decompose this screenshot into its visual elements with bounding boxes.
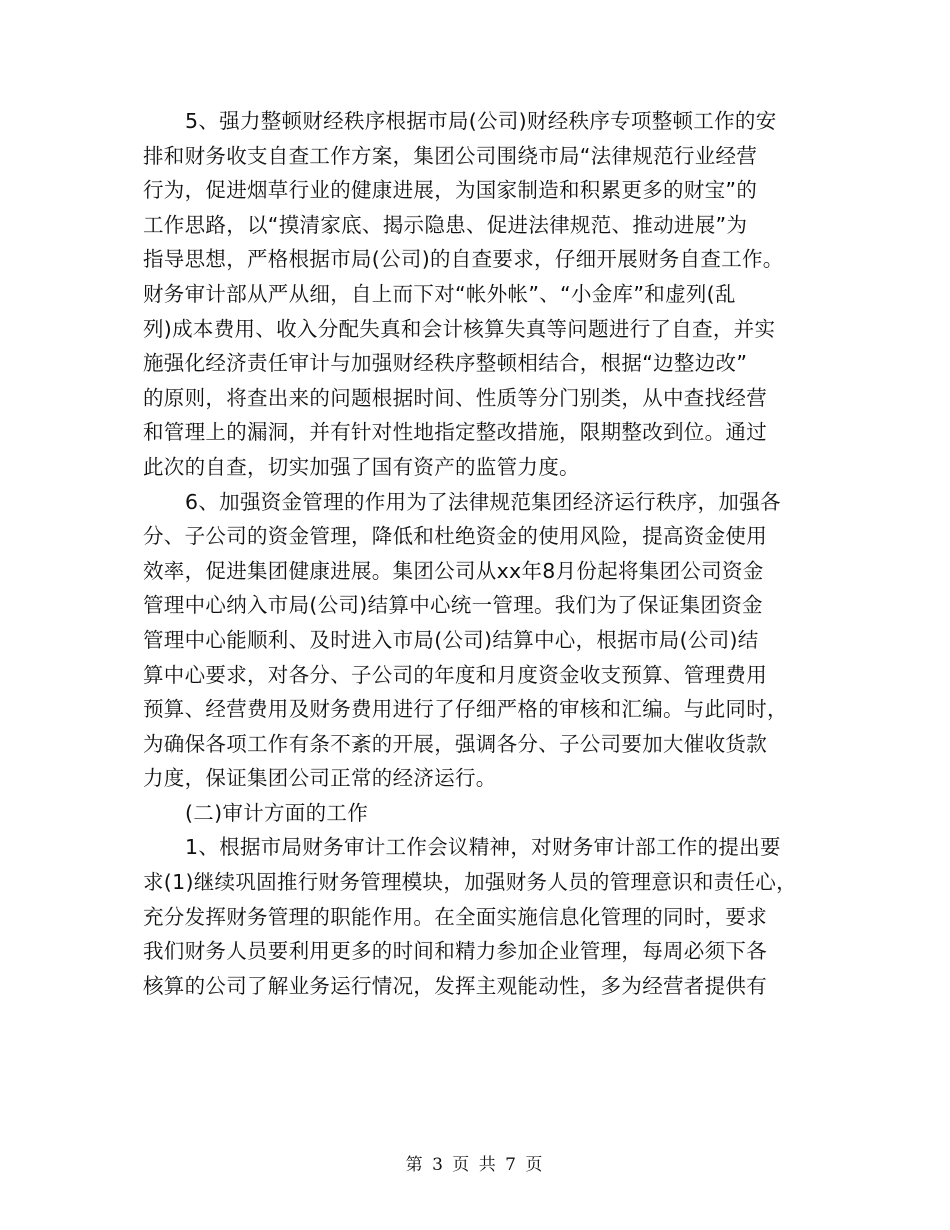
page-footer: 第 3 页 共 7 页 bbox=[405, 1155, 545, 1175]
paragraph-line: 求(1)继续巩固推行财务管理模块，加强财务人员的管理意识和责任心， bbox=[143, 870, 797, 895]
paragraph-line: 核算的公司了解业务运行情况，发挥主观能动性，多为经营者提供有 bbox=[143, 973, 767, 998]
paragraph-line: 6、加强资金管理的作用为了法律规范集团经济运行秩序，加强各 bbox=[185, 489, 781, 514]
paragraph-line: 工作思路，以“摸清家底、揭示隐患、促进法律规范、推动进展”为 bbox=[143, 212, 748, 237]
paragraph-line: 指导思想，严格根据市局(公司)的自查要求，仔细开展财务自查工作。 bbox=[143, 247, 784, 272]
paragraph-line: 充分发挥财务管理的职能作用。在全面实施信息化管理的同时，要求 bbox=[143, 904, 767, 929]
paragraph-line: 施强化经济责任审计与加强财经秩序整顿相结合，根据“边整边改” bbox=[143, 351, 748, 376]
paragraph-line: 管理中心纳入市局(公司)结算中心统一管理。我们为了保证集团资金 bbox=[143, 593, 763, 618]
paragraph-line: 和管理上的漏洞，并有针对性地指定整改措施，限期整改到位。通过 bbox=[143, 420, 767, 445]
paragraph-line: 预算、经营费用及财务费用进行了仔细严格的审核和汇编。与此同时， bbox=[143, 697, 788, 722]
paragraph-line: 的原则，将查出来的问题根据时间、性质等分门别类，从中查找经营 bbox=[143, 385, 767, 410]
section-heading: (二)审计方面的工作 bbox=[185, 800, 368, 825]
body-text bbox=[143, 104, 813, 1003]
paragraph-line: 管理中心能顺利、及时进入市局(公司)结算中心，根据市局(公司)结 bbox=[143, 627, 759, 652]
paragraph-line: 列)成本费用、收入分配失真和会计核算失真等问题进行了自查，并实 bbox=[143, 316, 776, 341]
paragraph-line: 行为，促进烟草行业的健康进展，为国家制造和积累更多的财宝”的 bbox=[143, 178, 758, 203]
paragraph-line: 力度，保证集团公司正常的经济运行。 bbox=[143, 766, 497, 791]
paragraph-line: 分、子公司的资金管理，降低和杜绝资金的使用风险，提高资金使用 bbox=[143, 524, 767, 549]
paragraph-line: 财务审计部从严从细，自上而下对“帐外帐”、“小金库”和虚列(乱 bbox=[143, 281, 736, 306]
paragraph-line: 5、强力整顿财经秩序根据市局(公司)财经秩序专项整顿工作的安 bbox=[185, 109, 777, 133]
paragraph-line: 为确保各项工作有条不紊的开展，强调各分、子公司要加大催收货款 bbox=[143, 731, 767, 756]
paragraph-line: 我们财务人员要利用更多的时间和精力参加企业管理，每周必须下各 bbox=[143, 939, 767, 964]
paragraph-line: 效率，促进集团健康进展。集团公司从xx年8月份起将集团公司资金 bbox=[143, 558, 764, 583]
paragraph-line: 排和财务收支自查工作方案，集团公司围绕市局“法律规范行业经营 bbox=[143, 143, 758, 168]
paragraph-line: 算中心要求，对各分、子公司的年度和月度资金收支预算、管理费用 bbox=[143, 662, 767, 687]
paragraph-line: 此次的自查，切实加强了国有资产的监管力度。 bbox=[143, 454, 580, 479]
paragraph-line: 1、根据市局财务审计工作会议精神，对财务审计部工作的提出要 bbox=[185, 835, 781, 860]
